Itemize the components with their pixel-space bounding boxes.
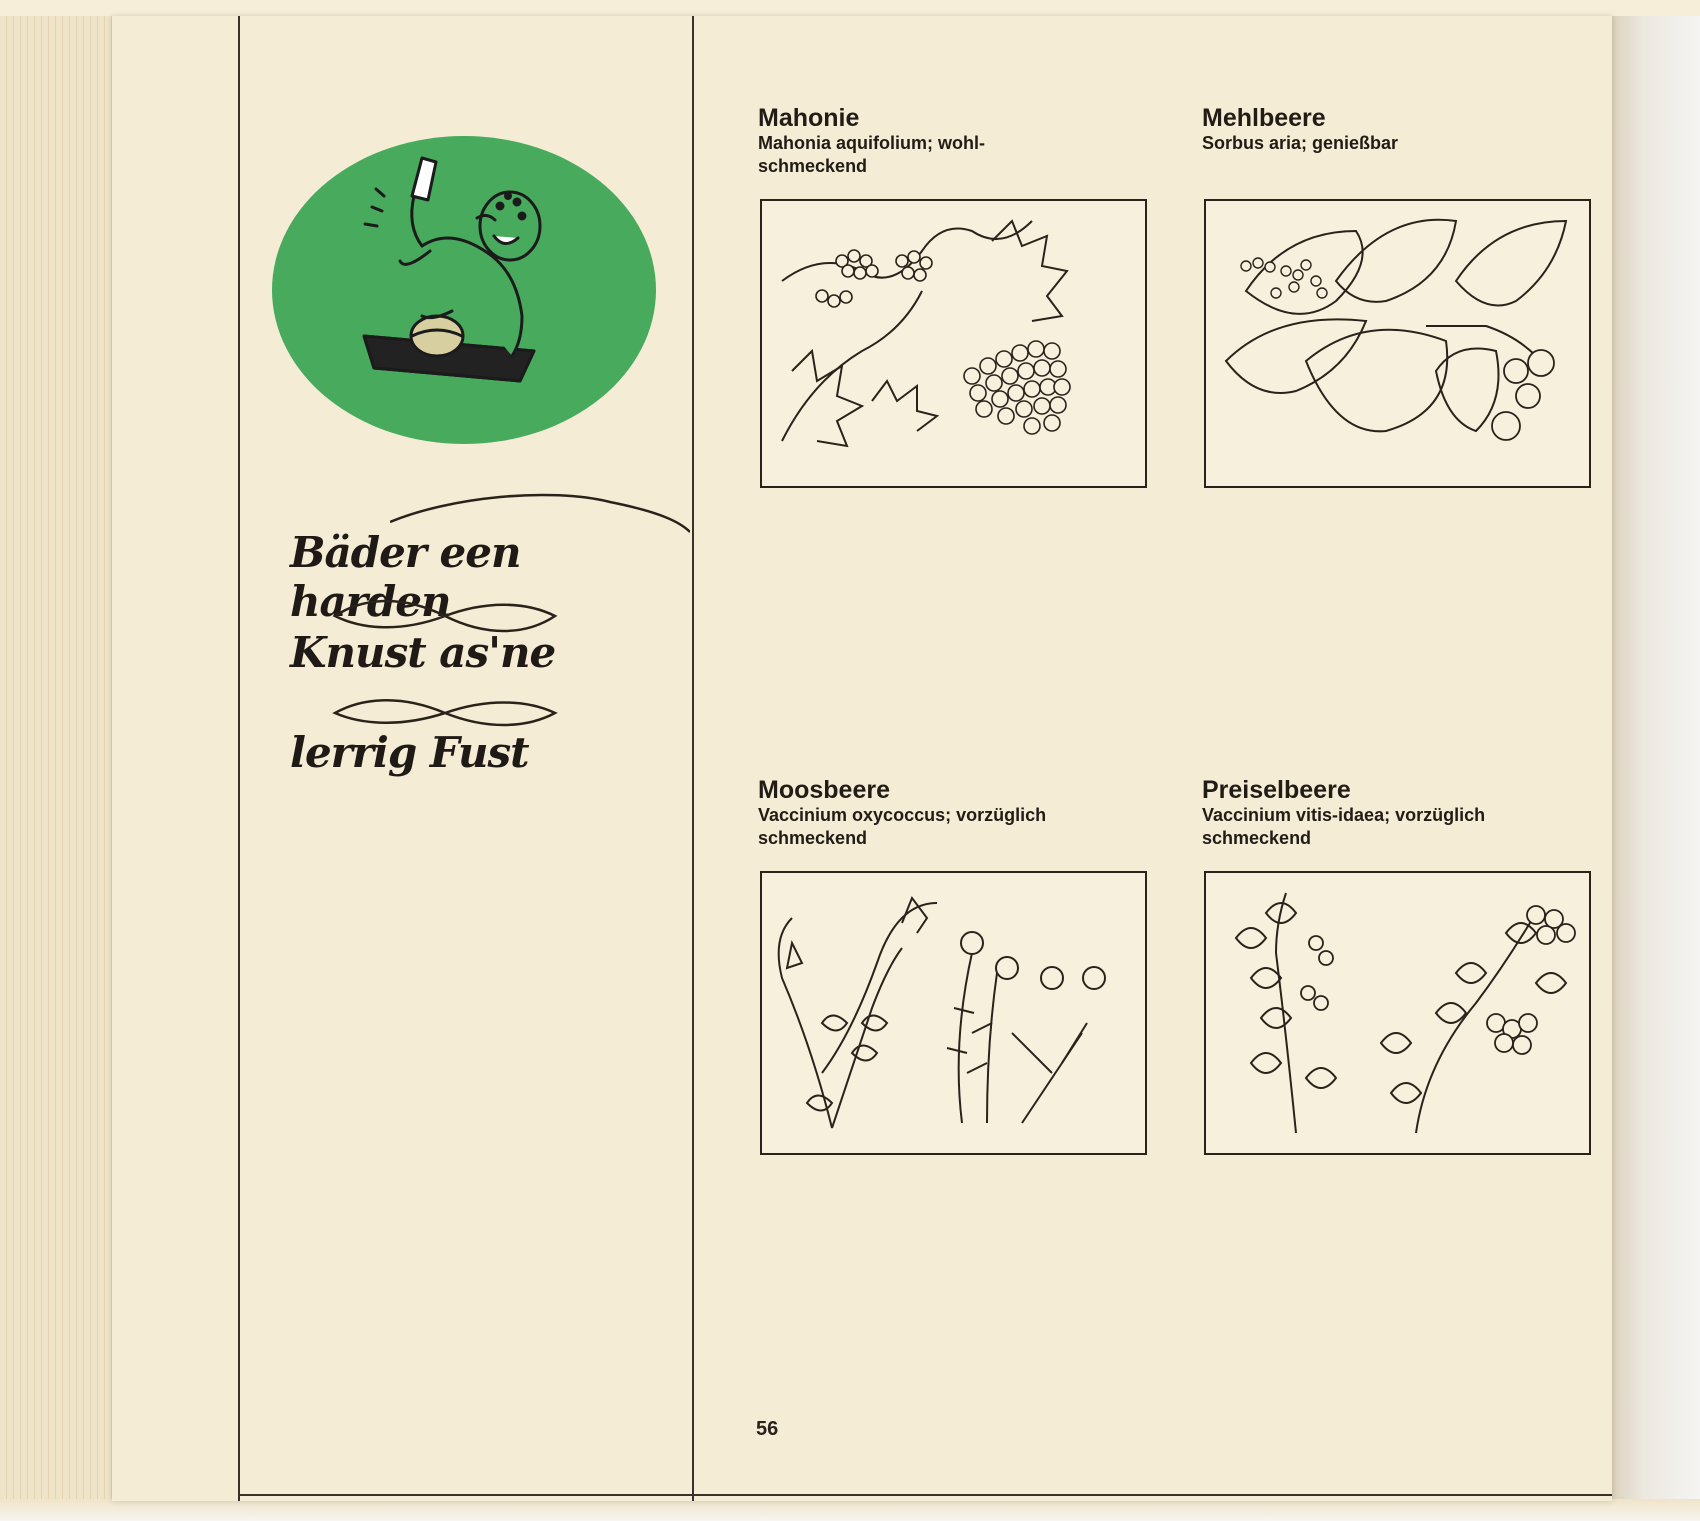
man-cracking-nut-illustration (272, 136, 656, 444)
mahonia-drawing (760, 199, 1147, 488)
entry-latin-name: Sorbus aria; genießbar (1202, 133, 1399, 153)
cranberry-drawing (760, 871, 1147, 1155)
dialect-line-3: lerrig Fust (290, 728, 529, 777)
lingonberry-drawing (1204, 871, 1591, 1155)
entry-latin-name: Vaccinium vitis-idaea; vorzüglich schmeckend (1202, 805, 1486, 848)
entry-latin-name: Vaccinium oxycoccus; vorzüglich schmeckend (758, 805, 1047, 848)
page-shadow (1605, 16, 1700, 1521)
dialect-line-2: Knust as'ne (290, 628, 556, 677)
left-margin-rule (238, 16, 240, 1501)
page-stack-edge (0, 16, 121, 1521)
page-number: 56 (756, 1418, 779, 1440)
entry-title: Mehlbeere (1202, 104, 1326, 132)
entry-mahonie (758, 104, 1153, 178)
entry-title: Preiselbeere (1202, 776, 1351, 804)
entry-title: Moosbeere (758, 776, 890, 804)
sorbus-drawing (1204, 199, 1591, 488)
entry-latin-name: Mahonia aquifolium; wohl-schmeckend (758, 133, 985, 176)
dialect-line-1: Bäder een harden (290, 528, 521, 626)
bottom-rule (238, 1494, 1612, 1496)
entry-title: Mahonie (758, 104, 860, 132)
column-divider-rule (692, 16, 694, 1501)
page-bottom-edge (0, 1499, 1700, 1521)
entry-moosbeere (758, 776, 1153, 850)
ornament-swash (390, 492, 690, 542)
entry-preiselbeere (1202, 776, 1597, 850)
entry-mehlbeere (1202, 104, 1597, 155)
